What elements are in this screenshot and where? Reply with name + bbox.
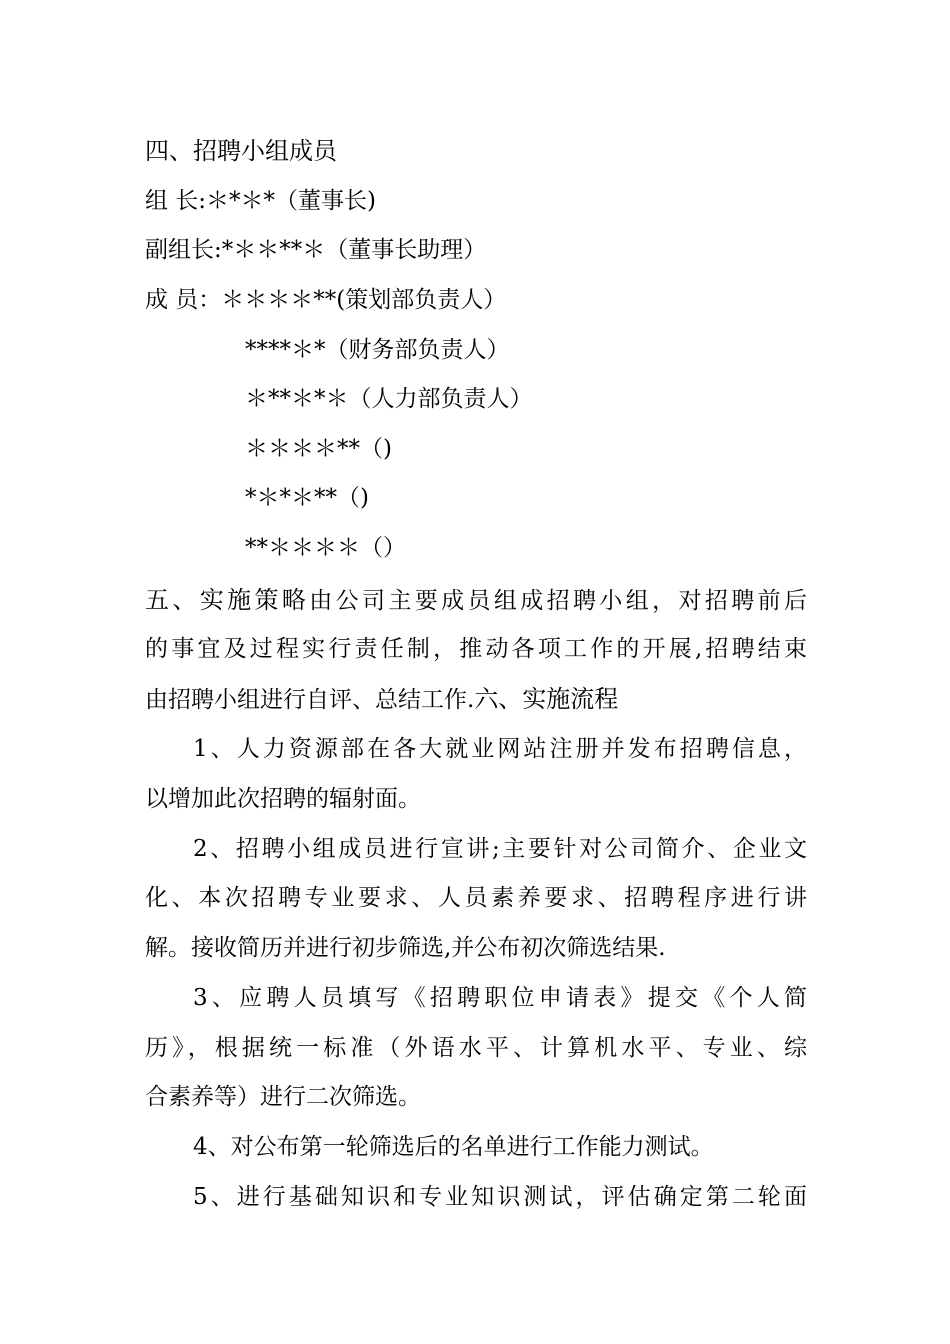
section-5-paragraph-line-1 bbox=[145, 585, 807, 616]
section-5-text: 由公司主要成员组成招聘小组，对招聘前后 bbox=[309, 588, 807, 614]
step-4-line-1: 4、对公布第一轮筛选后的名单进行工作能力测试。 bbox=[193, 1134, 714, 1160]
member-item: ＊**＊*＊（人力部负责人） bbox=[245, 386, 533, 412]
step-2-line-3: 解。接收简历并进行初步筛选,并公布初次筛选结果. bbox=[145, 935, 666, 961]
deputy-leader-line: 副组长:*＊＊**＊（董事长助理） bbox=[145, 237, 487, 263]
member-item: **＊＊＊＊（） bbox=[245, 535, 406, 561]
step-1-line-1: 1、人力资源部在各大就业网站注册并发布招聘信息， bbox=[193, 736, 807, 762]
section-6-heading: 六、实施流程 bbox=[474, 685, 619, 713]
step-2-line-1: 2、招聘小组成员进行宣讲;主要针对公司简介、企业文 bbox=[193, 836, 807, 862]
member-item: ****＊*（财务部负责人） bbox=[245, 337, 510, 363]
step-3-line-2: 历》，根据统一标准（外语水平、计算机水平、专业、综 bbox=[145, 1035, 807, 1061]
step-5-line-1: 5、进行基础知识和专业知识测试，评估确定第二轮面 bbox=[193, 1184, 807, 1210]
member-item: *＊*＊**（) bbox=[245, 485, 369, 511]
leader-line: 组 长:＊*＊*（董事长) bbox=[145, 188, 377, 214]
members-label-line: 成 员：＊＊＊＊**(策划部负责人） bbox=[145, 287, 507, 313]
step-3-line-1: 3、应聘人员填写《招聘职位申请表》提交《个人简 bbox=[193, 985, 807, 1011]
section-5-paragraph-line-2: 的事宜及过程实行责任制，推动各项工作的开展,招聘结束 bbox=[145, 636, 807, 662]
section-5-heading: 五、实施策略 bbox=[145, 586, 310, 614]
step-1-line-2: 以增加此次招聘的辐射面。 bbox=[145, 786, 421, 812]
step-2-line-2: 化、本次招聘专业要求、人员素养要求、招聘程序进行讲 bbox=[145, 885, 807, 911]
section-5-text-end: 由招聘小组进行自评、总结工作. bbox=[145, 687, 475, 713]
section-4-heading: 四、招聘小组成员 bbox=[145, 137, 337, 165]
section-5-paragraph-line-3 bbox=[145, 684, 618, 715]
member-item: ＊＊＊＊**（) bbox=[245, 436, 392, 462]
step-3-line-3: 合素养等）进行二次筛选。 bbox=[145, 1084, 421, 1110]
